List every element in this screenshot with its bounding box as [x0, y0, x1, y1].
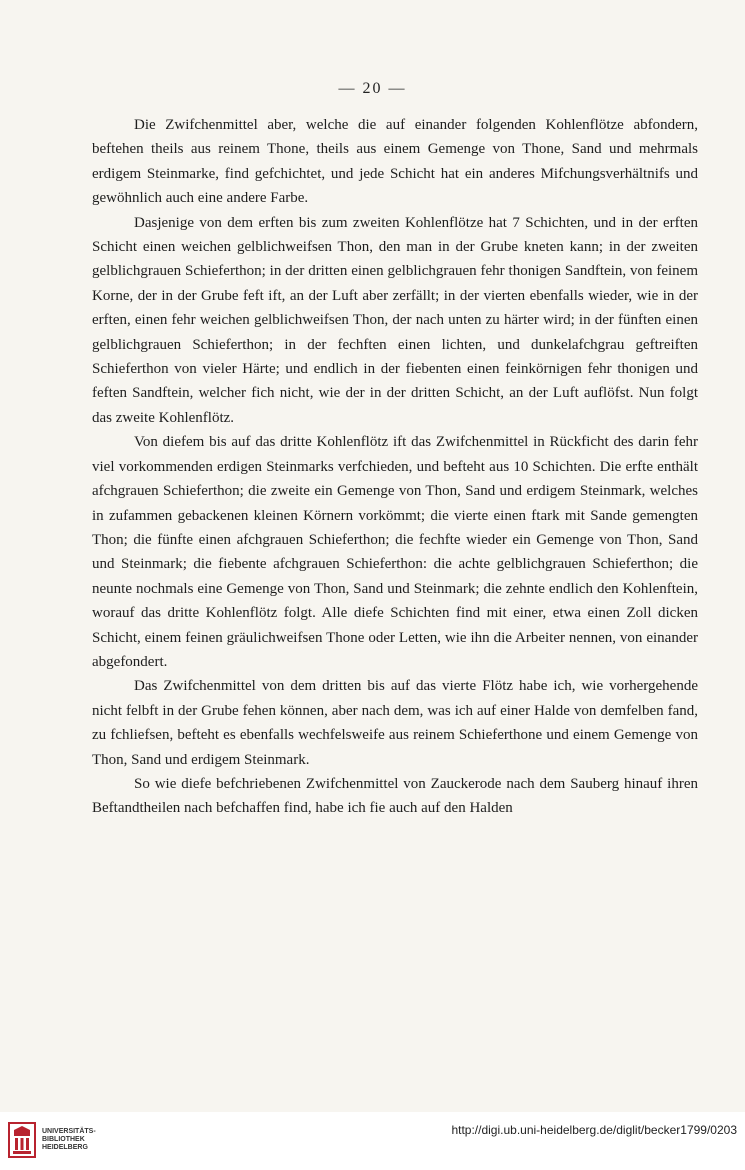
- paragraph-4: Das Zwifchenmittel von dem dritten bis auf das vierte Flötz habe ich, wie vorhergehende nicht felbft in der Grube fehen können, aber nach dem, was ich auf einer Halde von demfelben fand, zu fchliefsen, befteht es ebenfalls wechfelsweife aus reinem Schieferthone und einem Gemenge von Thon, Sand und erdigem Steinmark.: [92, 678, 698, 768]
- footer-institution: [42, 1128, 96, 1152]
- paragraph-1: Die Zwifchenmittel aber, welche die auf einander folgenden Kohlenflötze abfondern, beftehen theils aus reinem Thone, theils aus einem Gemenge von Thone, Sand und mehrmals erdigem Steinmarke, find gefchichtet, und jede Schicht hat ein anderes Mifchungsverhältnifs und gewöhnlich auch eine andere Farbe.: [92, 117, 698, 207]
- footer-bar: [0, 1112, 745, 1170]
- institution-line-3: HEIDELBERG: [42, 1144, 88, 1151]
- institution-line-1: UNIVERSITÄTS-: [42, 1128, 96, 1135]
- paragraph-2: Dasjenige von dem erften bis zum zweiten Kohlenflötze hat 7 Schichten, und in der erften Schicht einen weichen gelblichweifsen Thon, den man in der Grube kneten kann; in der zweiten gelblichgrauen Schieferthon; in der dritten einen gelblichgrauen fehr thonigen Sandftein, von feinem Korne, der in der Grube feft ift, an der Luft aber zerfällt; in der vierten ebenfalls wieder, wie in der erften, einen fehr weichen gelblichweifsen Thon, der nach unten zu härter wird; in der fünften einen gelblichgrauen Schieferthon; in der fechften einen lichten, und dunkelafchgrau geftreiften Schieferthon von vieler Härte; und endlich in der fiebenten einen feinkörnigen fehr thonigen und feften Sandftein, welcher fich nicht, wie der in der dritten Schicht, an der Luft auflöfst. Nun folgt das zweite Kohlenflötz.: [92, 214, 698, 426]
- body-text: [92, 113, 698, 821]
- paragraph-5: So wie diefe befchriebenen Zwifchenmittel von Zauckerode nach dem Sauberg hinauf ihren Beftandtheilen nach befchaffen find, habe ich fie auch auf den Halden: [92, 775, 698, 817]
- paragraph-3: Von diefem bis auf das dritte Kohlenflötz ift das Zwifchenmittel in Rückficht des darin fehr viel vorkommenden erdigen Steinmarks verfchieden, und befteht aus 10 Schichten. Die erfte enthält afchgrauen Schieferthon; die zweite ein Gemenge von Thon, Sand und erdigem Steinmark, welches in zufammen gebackenen kleinen Körnern vorkömmt; die vierte einen ftark mit Sande gemengten Thon; die fünfte einen afchgrauen Schieferthon; die fechfte wieder ein Gemenge von Thon, Sand und Steinmark; die fiebente afchgrauen Schieferthon: die achte gelblichgrauen Schieferthon; die neunte nochmals eine Gemenge von Thon, Sand und Steinmark; die zehnte endlich den Kohlenftein, worauf das dritte Kohlenflötz folgt. Alle diefe Schichten find mit einer, etwa einen Zoll dicken Schicht, einem feinen gräulichweifsen Thone oder Letten, wie ihn die Arbeiter nennen, von einander abgefondert.: [92, 434, 698, 670]
- source-url-link[interactable]: http://digi.ub.uni-heidelberg.de/diglit/becker1799/0203: [451, 1123, 737, 1137]
- university-seal-icon: [8, 1122, 36, 1158]
- page-number: — 20 —: [338, 80, 407, 97]
- institution-line-2: BIBLIOTHEK: [42, 1136, 85, 1143]
